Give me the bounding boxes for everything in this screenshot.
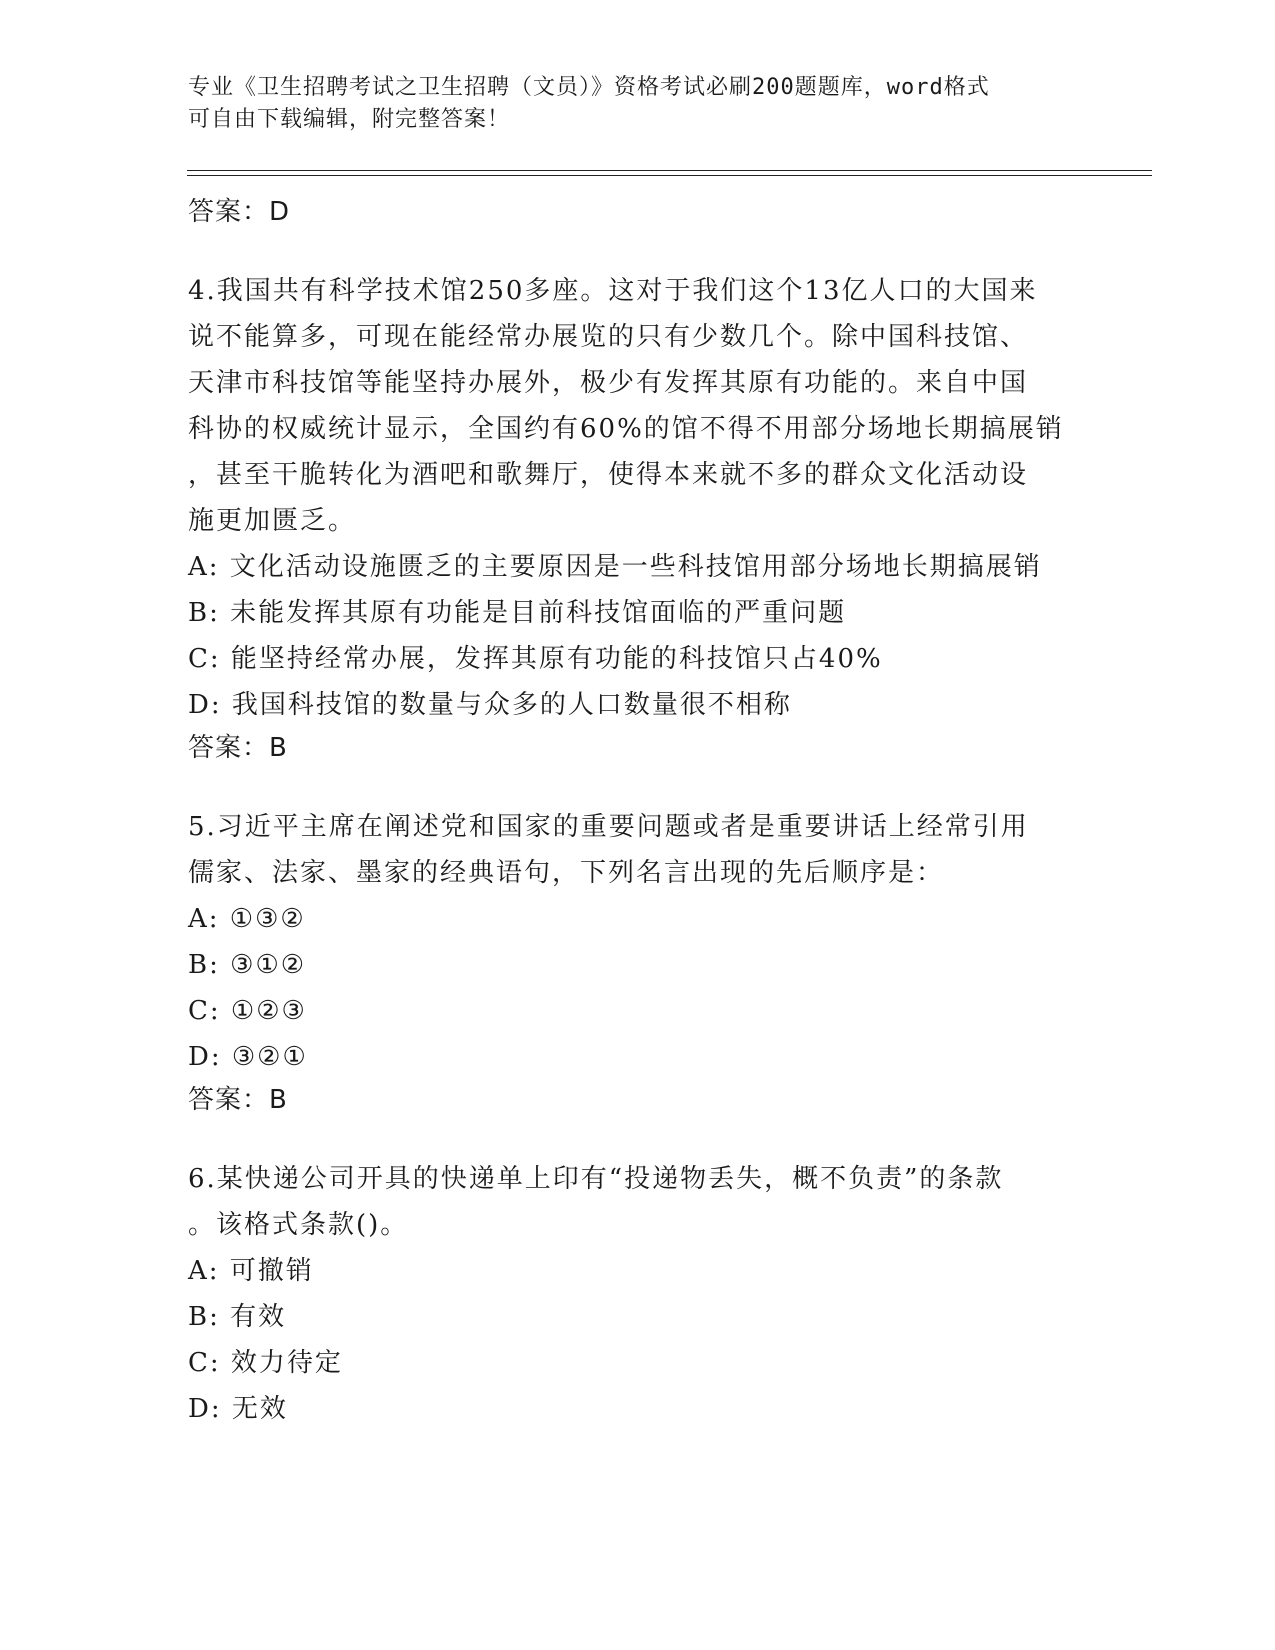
- question-stem-line: 儒家、法家、墨家的经典语句，下列名言出现的先后顺序是：: [188, 858, 945, 888]
- header-divider-bottom: [187, 175, 1152, 176]
- header-title-line-2: 可自由下载编辑，附完整答案！: [188, 107, 511, 132]
- option-a: A: ①③②: [188, 904, 306, 934]
- question-4: [188, 268, 1108, 774]
- question-stem-line: 。该格式条款()。: [188, 1210, 409, 1240]
- previous-answer: 答案：D: [188, 197, 291, 227]
- header-title-line-1: 专业《卫生招聘考试之卫生招聘（文员）》资格考试必刷200题题库，word格式: [188, 75, 990, 100]
- question-stem-line: 天津市科技馆等能坚持办展外，极少有发挥其原有功能的。来自中国: [188, 368, 1029, 398]
- option-b: B: 有效: [188, 1302, 287, 1332]
- question-6: [188, 1156, 1108, 1432]
- page-header: [188, 72, 1088, 136]
- question-stem-line: 5.习近平主席在阐述党和国家的重要问题或者是重要讲话上经常引用: [188, 812, 1029, 842]
- question-stem-line: 6.某快递公司开具的快递单上印有“投递物丢失，概不负责”的条款: [188, 1164, 1004, 1194]
- option-c: C: 效力待定: [188, 1348, 343, 1378]
- question-stem-line: 科协的权威统计显示，全国约有60%的馆不得不用部分场地长期搞展销: [188, 414, 1064, 444]
- option-a: A: 可撤销: [188, 1256, 314, 1286]
- option-a: A: 文化活动设施匮乏的主要原因是一些科技馆用部分场地长期搞展销: [188, 552, 1042, 582]
- question-stem-line: 说不能算多，可现在能经常办展览的只有少数几个。除中国科技馆、: [188, 322, 1029, 352]
- option-d: D: ③②①: [188, 1042, 308, 1072]
- option-d: D: 无效: [188, 1394, 288, 1424]
- option-c: C: ①②③: [188, 996, 307, 1026]
- option-c: C: 能坚持经常办展，发挥其原有功能的科技馆只占40%: [188, 644, 883, 674]
- option-b: B: ③①②: [188, 950, 307, 980]
- header-divider-top: [187, 170, 1152, 171]
- question-answer: 答案：B: [188, 733, 288, 763]
- question-stem-line: 4.我国共有科学技术馆250多座。这对于我们这个13亿人口的大国来: [188, 276, 1038, 306]
- question-stem-line: ，甚至干脆转化为酒吧和歌舞厅，使得本来就不多的群众文化活动设: [188, 460, 1029, 490]
- question-stem-line: 施更加匮乏。: [188, 506, 357, 536]
- question-5: [188, 804, 1108, 1126]
- option-d: D: 我国科技馆的数量与众多的人口数量很不相称: [188, 690, 792, 720]
- question-list: [188, 192, 1108, 1432]
- option-b: B: 未能发挥其原有功能是目前科技馆面临的严重问题: [188, 598, 847, 628]
- question-answer: 答案：B: [188, 1085, 288, 1115]
